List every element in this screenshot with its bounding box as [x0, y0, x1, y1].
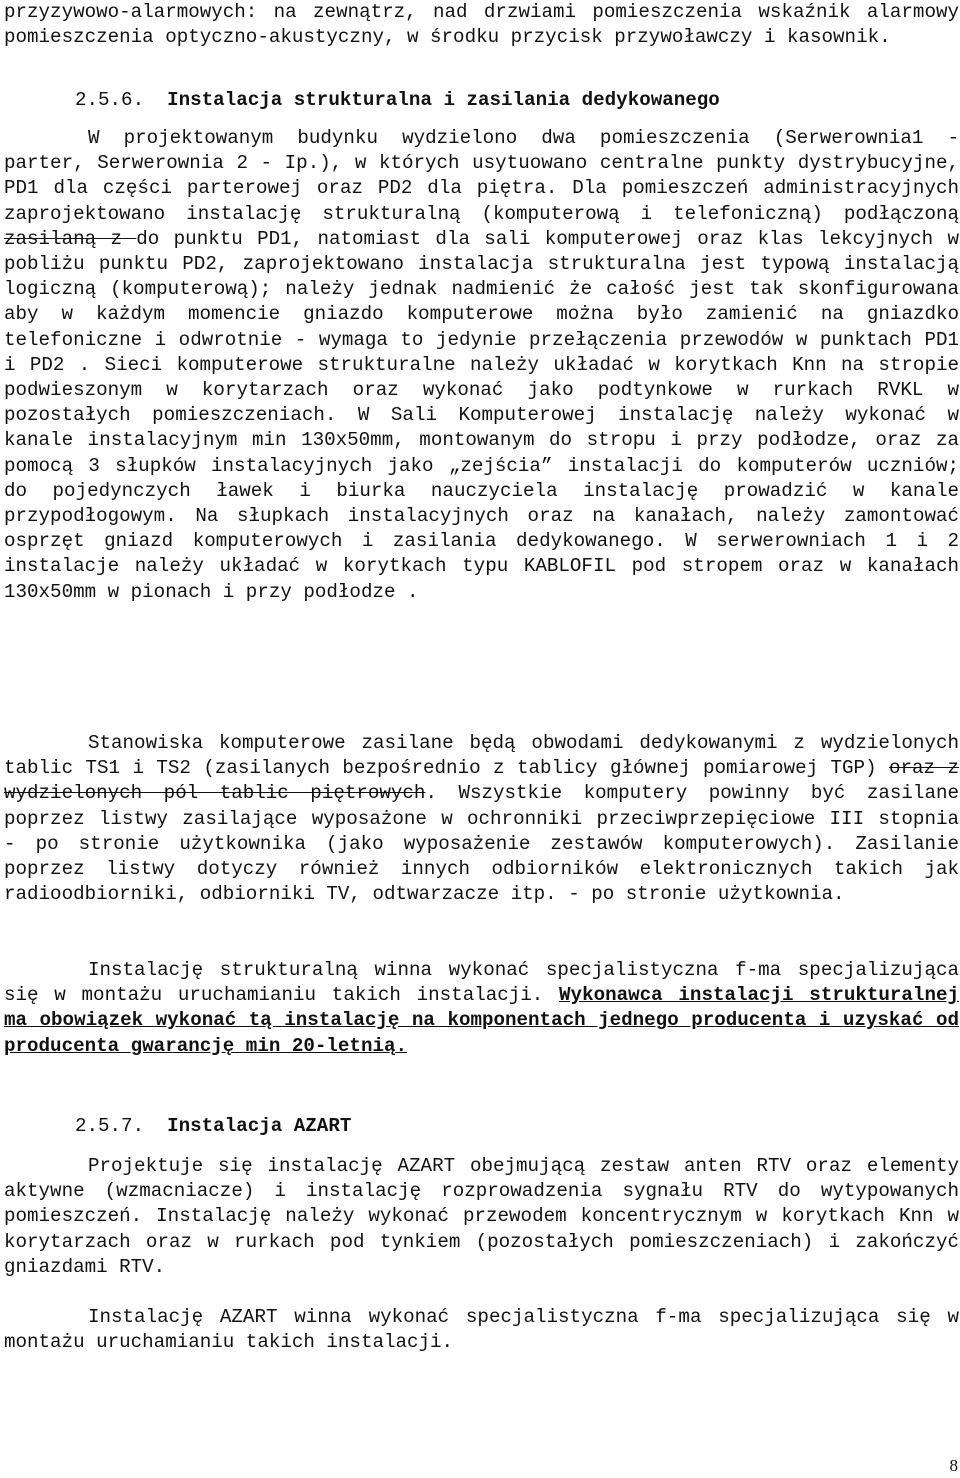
structural-paragraph-2-text-a: Stanowiska komputerowe zasilane będą obwodami dedykowanymi z wydzielonych tablic TS1 i TS2 (zasilanych bezpośrednio z tablicy głównej pomiarowej TGP) — [4, 732, 959, 780]
structural-paragraph-2-struck-text: oraz z wydzielonych pól tablic piętrowych — [4, 757, 960, 805]
structural-paragraph-2 — [4, 731, 959, 907]
section-heading-2-5-6 — [75, 88, 955, 113]
structural-paragraph-3-text: Instalację strukturalną winna wykonać specjalistyczna f-ma specjalizująca się w montażu uruchamianiu takich instalacji. — [4, 959, 959, 1007]
section-title: Instalacja AZART — [167, 1115, 352, 1137]
section-title: Instalacja strukturalna i zasilania dedykowanego — [167, 89, 720, 111]
azart-paragraph-2: Instalację AZART winna wykonać specjalistyczna f-ma specjalizująca się w montażu uruchamianiu takich instalacji. — [4, 1306, 959, 1354]
warranty-requirement: Wykonawca instalacji strukturalnej ma obowiązek wykonać tą instalację na komponentach jednego producenta i uzyskać od producenta gwarancję min 20-letnią. — [4, 984, 959, 1057]
structural-paragraph-1-struck-text: zasilaną z — [4, 227, 137, 250]
structural-paragraph-1-text-b: do punktu PD1, natomiast dla sali komputerowej oraz klas lekcyjnych w pobliżu punktu PD2, zaprojektowano instalacja strukturalna jest typową instalacją logiczną (komputerową); należy jednak nadmienić że całość jest tak skonfigurowana aby w każdym momencie gniazdo komputerowe można było zamienić na gniazdko telefoniczne i odwrotnie - wymaga to jedynie przełączenia przewodów w punktach PD1 i PD2 . Sieci komputerowe strukturalne należy układać w korytkach Knn na stropie podwieszonym w korytarzach oraz wykonać jako podtynkowe w rurkach RVKL w pozostałych pomieszczeniach. W Sali Komputerowej instalację należy wykonać w kanale instalacyjnym min 130x50mm, montowanym do stropu i przy podłodze, oraz za pomocą 3 słupków instalacyjnych jako „zejścia” instalacji do komputerów uczniów; do pojedynczych ławek i biurka nauczyciela instalację prowadzić w kanale przypodłogowym. Na słupkach instalacyjnych oraz na kanałach, należy zamontować osprzęt gniazd komputerowych i zasilania dedykowanego. W serwerowniach 1 i 2 instalacje należy układać w korytkach typu KABLOFIL pod stropem oraz w kanałach 130x50mm w pionach i przy podłodze . — [4, 227, 959, 603]
intro-paragraph: przyzywowo-alarmowych: na zewnątrz, nad drzwiami pomieszczenia wskaźnik alarmowy pomieszczenia optyczno-akustyczny, w środku przycisk przywoławczy i kasownik. — [4, 1, 959, 49]
structural-paragraph-3 — [4, 958, 959, 1059]
azart-paragraph-1: Projektuje się instalację AZART obejmującą zestaw anten RTV oraz elementy aktywne (wzmacniacze) i instalację rozprowadzenia sygnału RTV do wytypowanych pomieszczeń. Instalację należy wykonać przewodem koncentrycznym w korytkach Knn w korytarzach oraz w rurkach pod tynkiem (pozostałych pomieszczeniach) i zakończyć gniazdami RTV. — [4, 1155, 959, 1278]
structural-paragraph-1-text-a: W projektowanym budynku wydzielono dwa pomieszczenia (Serwerownia1 - parter, Serwerownia 2 - Ip.), w których usytuowano centralne punkty dystrybucyjne, PD1 dla części parterowej oraz PD2 dla piętra. Dla pomieszczeń administracyjnych zaprojektowano instalację strukturalną (komputerową i telefoniczną) podłączoną — [4, 127, 959, 225]
page-number: 8 — [949, 1456, 958, 1475]
section-number: 2.5.6. — [75, 89, 145, 111]
structural-paragraph-1 — [4, 126, 959, 605]
structural-paragraph-2-text-b: . Wszystkie komputery powinny być zasilane poprzez listwy zasilające wyposażone w ochronniki przeciwprzepięciowe III stopnia - po stronie użytkownika (jako wyposażenie zestawów komputerowych). Zasilanie poprzez listwy dotyczy również innych odbiorników elektronicznych takich jak radioodbiorniki, odbiorniki TV, odtwarzacze itp. - po stronie użytkownia. — [4, 782, 959, 906]
section-number: 2.5.7. — [75, 1115, 145, 1137]
section-heading-2-5-7 — [75, 1114, 955, 1139]
